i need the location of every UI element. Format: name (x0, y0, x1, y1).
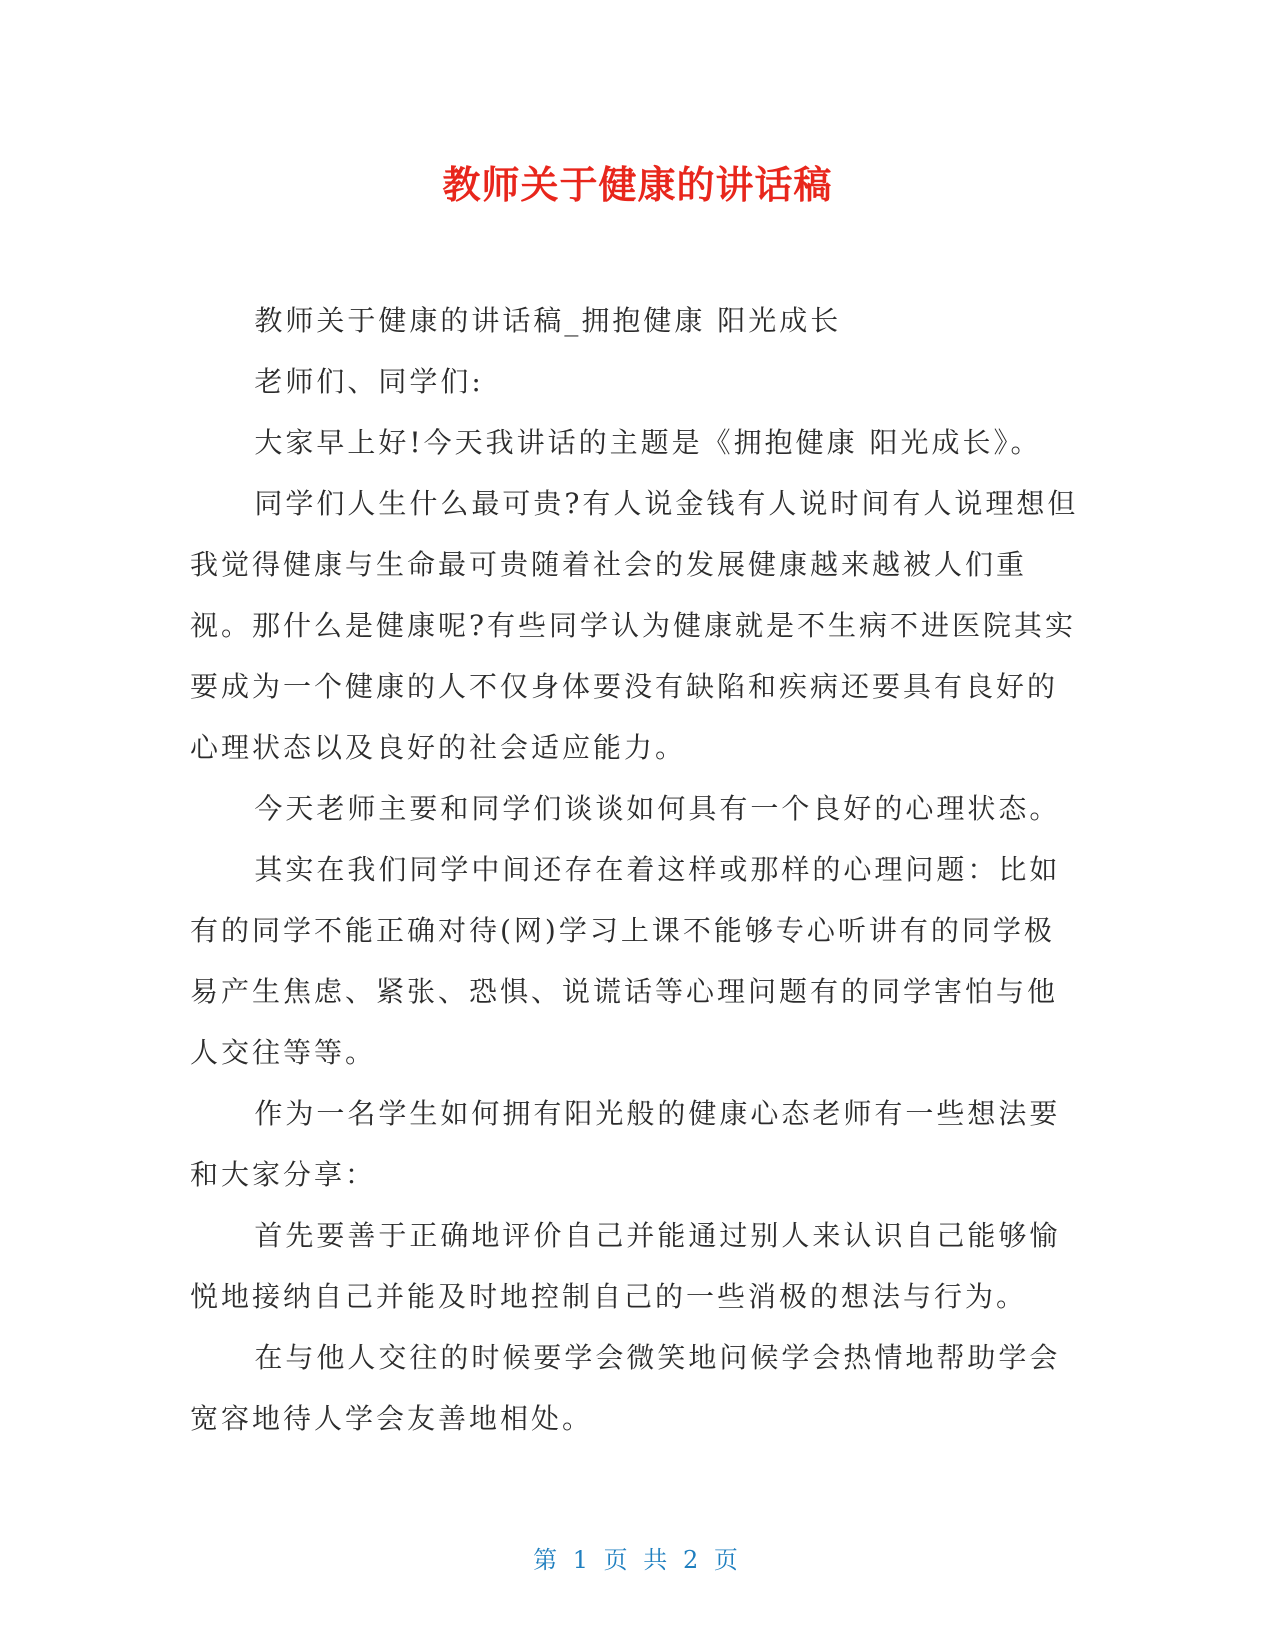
paragraph-share-ideas: 作为一名学生如何拥有阳光般的健康心态老师有一些想法要和大家分享： (190, 1097, 1061, 1191)
paragraph-greeting: 大家早上好!今天我讲话的主题是《拥抱健康 阳光成长》。 (254, 426, 1042, 459)
paragraph-social-interaction: 在与他人交往的时候要学会微笑地问候学会热情地帮助学会宽容地待人学会友善地相处。 (190, 1341, 1061, 1435)
document-title: 教师关于健康的讲话稿 (442, 163, 833, 207)
paragraph-topic: 今天老师主要和同学们谈谈如何具有一个良好的心理状态。 (254, 792, 1061, 825)
document-body (190, 290, 1085, 1449)
page-footer (0, 1540, 1275, 1575)
current-page-number: 1 (572, 1546, 593, 1574)
page-label-prefix: 第 (533, 1546, 562, 1574)
page-label-mid: 页 共 (603, 1546, 672, 1574)
paragraph-subtitle: 教师关于健康的讲话稿_拥抱健康 阳光成长 (254, 304, 842, 337)
paragraph-self-evaluation: 首先要善于正确地评价自己并能通过别人来认识自己能够愉悦地接纳自己并能及时地控制自己的一些消极的想法与行为。 (190, 1219, 1061, 1313)
page-label-suffix: 页 (713, 1546, 742, 1574)
paragraph-problems: 其实在我们同学中间还存在着这样或那样的心理问题：比如有的同学不能正确对待(网)学习上课不能够专心听讲有的同学极易产生焦虑、紧张、恐惧、说谎话等心理问题有的同学害怕与他人交往等等。 (190, 853, 1061, 1069)
paragraph-what-is-health: 同学们人生什么最可贵?有人说金钱有人说时间有人说理想但我觉得健康与生命最可贵随着社会的发展健康越来越被人们重视。那什么是健康呢?有些同学认为健康就是不生病不进医院其实要成为一个健康的人不仅身体要没有缺陷和疾病还要具有良好的心理状态以及良好的社会适应能力。 (190, 487, 1079, 764)
total-pages-number: 2 (682, 1546, 703, 1574)
paragraph-salutation: 老师们、同学们: (254, 365, 484, 398)
